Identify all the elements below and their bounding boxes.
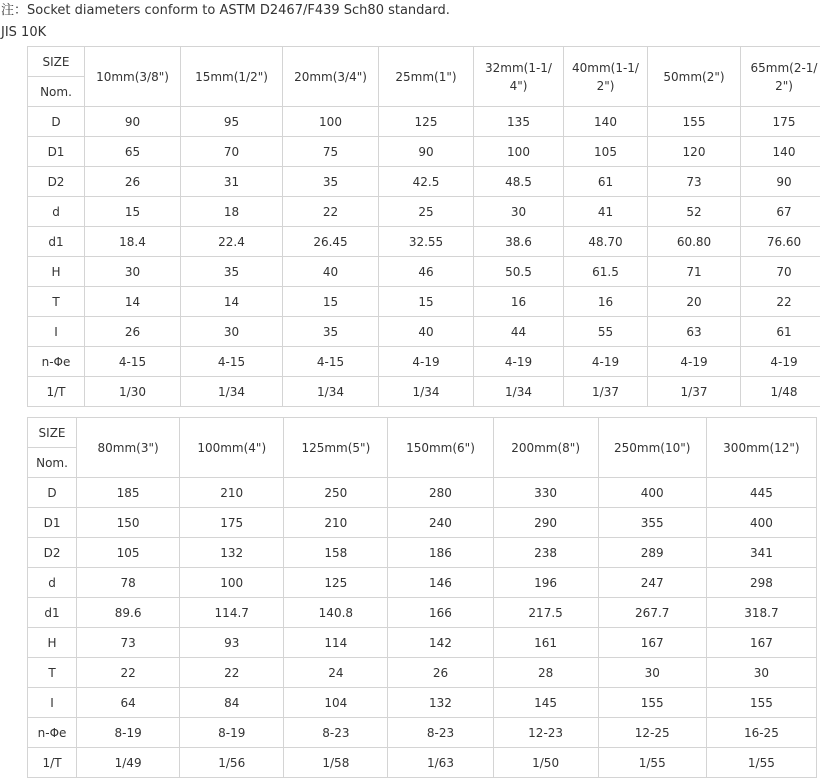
- size-header-label: SIZE: [28, 418, 77, 448]
- table-cell: 150: [77, 508, 180, 538]
- size-header-cell: 50mm(2"): [648, 47, 741, 107]
- table-cell: 35: [181, 257, 283, 287]
- table-cell: 15: [283, 287, 379, 317]
- table-cell: 8-23: [284, 718, 388, 748]
- row-label: I: [28, 317, 85, 347]
- row-label: H: [28, 257, 85, 287]
- table-cell: 26: [85, 167, 181, 197]
- table-cell: 8-19: [77, 718, 180, 748]
- table-cell: 114: [284, 628, 388, 658]
- table-cell: 84: [180, 688, 284, 718]
- size-header-cell: 65mm(2-1/2"): [741, 47, 820, 107]
- table-row: [28, 628, 817, 658]
- table-cell: 175: [741, 107, 820, 137]
- table-cell: 35: [283, 317, 379, 347]
- table-row: [28, 377, 820, 407]
- table-cell: 26: [85, 317, 181, 347]
- table-cell: 40: [379, 317, 474, 347]
- table-cell: 8-19: [180, 718, 284, 748]
- table-cell: 1/30: [85, 377, 181, 407]
- table-cell: 25: [379, 197, 474, 227]
- table-cell: 73: [77, 628, 180, 658]
- table-cell: 155: [598, 688, 706, 718]
- row-label: D: [28, 107, 85, 137]
- table-cell: 61: [741, 317, 820, 347]
- table-cell: 400: [598, 478, 706, 508]
- table-cell: 158: [284, 538, 388, 568]
- table-cell: 78: [77, 568, 180, 598]
- table-cell: 1/56: [180, 748, 284, 778]
- table-cell: 217.5: [493, 598, 598, 628]
- table-cell: 65: [85, 137, 181, 167]
- table-cell: 196: [493, 568, 598, 598]
- row-label: 1/T: [28, 377, 85, 407]
- table-cell: 16-25: [706, 718, 816, 748]
- table-row: [28, 107, 820, 137]
- table-cell: 18: [181, 197, 283, 227]
- table-cell: 90: [85, 107, 181, 137]
- size-header-cell: 10mm(3/8"): [85, 47, 181, 107]
- table-cell: 22: [77, 658, 180, 688]
- row-label: D2: [28, 167, 85, 197]
- table-cell: 46: [379, 257, 474, 287]
- table-cell: 35: [283, 167, 379, 197]
- table-cell: 4-19: [564, 347, 648, 377]
- table-cell: 30: [474, 197, 564, 227]
- table-cell: 100: [474, 137, 564, 167]
- table-row: [28, 658, 817, 688]
- row-label: d: [28, 568, 77, 598]
- table-cell: 4-19: [648, 347, 741, 377]
- table-cell: 90: [741, 167, 820, 197]
- table-cell: 48.70: [564, 227, 648, 257]
- size-header-cell: 300mm(12"): [706, 418, 816, 478]
- table-cell: 1/34: [181, 377, 283, 407]
- table-cell: 41: [564, 197, 648, 227]
- table-cell: 28: [493, 658, 598, 688]
- header-row: [28, 418, 817, 448]
- table-cell: 210: [180, 478, 284, 508]
- table-cell: 76.60: [741, 227, 820, 257]
- table-cell: 14: [85, 287, 181, 317]
- table-cell: 1/50: [493, 748, 598, 778]
- table-cell: 52: [648, 197, 741, 227]
- table-cell: 16: [474, 287, 564, 317]
- table-cell: 155: [706, 688, 816, 718]
- table-cell: 355: [598, 508, 706, 538]
- size-header-cell: 32mm(1-1/4"): [474, 47, 564, 107]
- table-cell: 48.5: [474, 167, 564, 197]
- table-cell: 400: [706, 508, 816, 538]
- size-header-cell: 20mm(3/4"): [283, 47, 379, 107]
- table-cell: 247: [598, 568, 706, 598]
- table-cell: 44: [474, 317, 564, 347]
- table-cell: 1/55: [706, 748, 816, 778]
- table-cell: 90: [379, 137, 474, 167]
- table-cell: 167: [598, 628, 706, 658]
- table-row: [28, 568, 817, 598]
- table-cell: 155: [648, 107, 741, 137]
- table-row: [28, 317, 820, 347]
- size-header-cell: 40mm(1-1/2"): [564, 47, 648, 107]
- table-cell: 318.7: [706, 598, 816, 628]
- table-cell: 73: [648, 167, 741, 197]
- table-cell: 24: [284, 658, 388, 688]
- table-cell: 38.6: [474, 227, 564, 257]
- table-row: [28, 718, 817, 748]
- table-cell: 55: [564, 317, 648, 347]
- table-cell: 61: [564, 167, 648, 197]
- table-cell: 22: [741, 287, 820, 317]
- table-cell: 161: [493, 628, 598, 658]
- size-header-cell: 25mm(1"): [379, 47, 474, 107]
- table-cell: 167: [706, 628, 816, 658]
- table-cell: 175: [180, 508, 284, 538]
- row-label: n-Φe: [28, 347, 85, 377]
- table-cell: 89.6: [77, 598, 180, 628]
- row-label: D1: [28, 137, 85, 167]
- table-cell: 61.5: [564, 257, 648, 287]
- table-cell: 210: [284, 508, 388, 538]
- table-cell: 22: [283, 197, 379, 227]
- table-cell: 185: [77, 478, 180, 508]
- table-cell: 267.7: [598, 598, 706, 628]
- table-cell: 1/49: [77, 748, 180, 778]
- table-cell: 95: [181, 107, 283, 137]
- standard-name: JIS 10K: [1, 25, 47, 40]
- table-cell: 16: [564, 287, 648, 317]
- spec-table-2: [27, 417, 817, 778]
- table-cell: 1/34: [474, 377, 564, 407]
- size-header-cell: 15mm(1/2"): [181, 47, 283, 107]
- table-cell: 30: [85, 257, 181, 287]
- size-header-cell: 80mm(3"): [77, 418, 180, 478]
- table-cell: 105: [564, 137, 648, 167]
- row-label: T: [28, 287, 85, 317]
- table-cell: 18.4: [85, 227, 181, 257]
- table-cell: 26.45: [283, 227, 379, 257]
- table-cell: 8-23: [388, 718, 493, 748]
- table-cell: 75: [283, 137, 379, 167]
- table-cell: 26: [388, 658, 493, 688]
- table-cell: 71: [648, 257, 741, 287]
- table-cell: 341: [706, 538, 816, 568]
- table-cell: 60.80: [648, 227, 741, 257]
- table-cell: 132: [180, 538, 284, 568]
- table-cell: 4-19: [474, 347, 564, 377]
- table-cell: 142: [388, 628, 493, 658]
- table-row: [28, 347, 820, 377]
- table-cell: 289: [598, 538, 706, 568]
- table-cell: 1/37: [564, 377, 648, 407]
- table-cell: 100: [180, 568, 284, 598]
- table-cell: 1/55: [598, 748, 706, 778]
- table-cell: 20: [648, 287, 741, 317]
- table-cell: 14: [181, 287, 283, 317]
- table-cell: 4-19: [379, 347, 474, 377]
- table-cell: 105: [77, 538, 180, 568]
- table-cell: 104: [284, 688, 388, 718]
- table-cell: 70: [741, 257, 820, 287]
- row-label: D1: [28, 508, 77, 538]
- table-cell: 120: [648, 137, 741, 167]
- table-cell: 125: [284, 568, 388, 598]
- table-cell: 114.7: [180, 598, 284, 628]
- table-cell: 15: [85, 197, 181, 227]
- table-cell: 15: [379, 287, 474, 317]
- size-header-cell: 150mm(6"): [388, 418, 493, 478]
- table-cell: 1/34: [283, 377, 379, 407]
- table-cell: 166: [388, 598, 493, 628]
- table-cell: 250: [284, 478, 388, 508]
- table-cell: 140: [741, 137, 820, 167]
- row-label: D: [28, 478, 77, 508]
- table-cell: 4-15: [283, 347, 379, 377]
- table-cell: 63: [648, 317, 741, 347]
- size-header-cell: 125mm(5"): [284, 418, 388, 478]
- table-row: [28, 508, 817, 538]
- table-cell: 30: [706, 658, 816, 688]
- table-cell: 238: [493, 538, 598, 568]
- table-cell: 1/58: [284, 748, 388, 778]
- table-cell: 93: [180, 628, 284, 658]
- table-row: [28, 137, 820, 167]
- table-cell: 1/37: [648, 377, 741, 407]
- table-cell: 1/34: [379, 377, 474, 407]
- table-cell: 12-23: [493, 718, 598, 748]
- table-row: [28, 287, 820, 317]
- row-label: d1: [28, 598, 77, 628]
- table-cell: 50.5: [474, 257, 564, 287]
- table-cell: 140: [564, 107, 648, 137]
- table-cell: 135: [474, 107, 564, 137]
- table-cell: 22.4: [181, 227, 283, 257]
- size-header-cell: 250mm(10"): [598, 418, 706, 478]
- table-cell: 31: [181, 167, 283, 197]
- spec-table-1: [27, 46, 820, 407]
- table-cell: 22: [180, 658, 284, 688]
- table-cell: 64: [77, 688, 180, 718]
- table-cell: 42.5: [379, 167, 474, 197]
- table-row: [28, 227, 820, 257]
- nom-header-label: Nom.: [28, 448, 77, 478]
- table-cell: 1/63: [388, 748, 493, 778]
- table-row: [28, 688, 817, 718]
- row-label: I: [28, 688, 77, 718]
- table-cell: 290: [493, 508, 598, 538]
- size-header-label: SIZE: [28, 47, 85, 77]
- row-label: d1: [28, 227, 85, 257]
- table-cell: 1/48: [741, 377, 820, 407]
- table-cell: 330: [493, 478, 598, 508]
- table-cell: 298: [706, 568, 816, 598]
- table-cell: 186: [388, 538, 493, 568]
- row-label: T: [28, 658, 77, 688]
- table-cell: 30: [181, 317, 283, 347]
- table-cell: 240: [388, 508, 493, 538]
- table-cell: 445: [706, 478, 816, 508]
- table-cell: 125: [379, 107, 474, 137]
- row-label: 1/T: [28, 748, 77, 778]
- table-cell: 146: [388, 568, 493, 598]
- header-row: [28, 47, 820, 77]
- table-cell: 100: [283, 107, 379, 137]
- row-label: n-Φe: [28, 718, 77, 748]
- standard-note: 注：Socket diameters conform to ASTM D2467/F439 Sch80 standard.: [1, 3, 450, 18]
- row-label: H: [28, 628, 77, 658]
- row-label: D2: [28, 538, 77, 568]
- table-cell: 12-25: [598, 718, 706, 748]
- row-label: d: [28, 197, 85, 227]
- table-cell: 140.8: [284, 598, 388, 628]
- table-row: [28, 748, 817, 778]
- table-row: [28, 598, 817, 628]
- table-cell: 145: [493, 688, 598, 718]
- table-cell: 32.55: [379, 227, 474, 257]
- table-row: [28, 257, 820, 287]
- table-cell: 30: [598, 658, 706, 688]
- table-cell: 132: [388, 688, 493, 718]
- table-cell: 4-19: [741, 347, 820, 377]
- size-header-cell: 100mm(4"): [180, 418, 284, 478]
- table-row: [28, 167, 820, 197]
- table-row: [28, 478, 817, 508]
- table-cell: 70: [181, 137, 283, 167]
- table-cell: 40: [283, 257, 379, 287]
- table-cell: 4-15: [181, 347, 283, 377]
- table-row: [28, 538, 817, 568]
- table-cell: 4-15: [85, 347, 181, 377]
- table-cell: 67: [741, 197, 820, 227]
- table-cell: 280: [388, 478, 493, 508]
- table-row: [28, 197, 820, 227]
- size-header-cell: 200mm(8"): [493, 418, 598, 478]
- nom-header-label: Nom.: [28, 77, 85, 107]
